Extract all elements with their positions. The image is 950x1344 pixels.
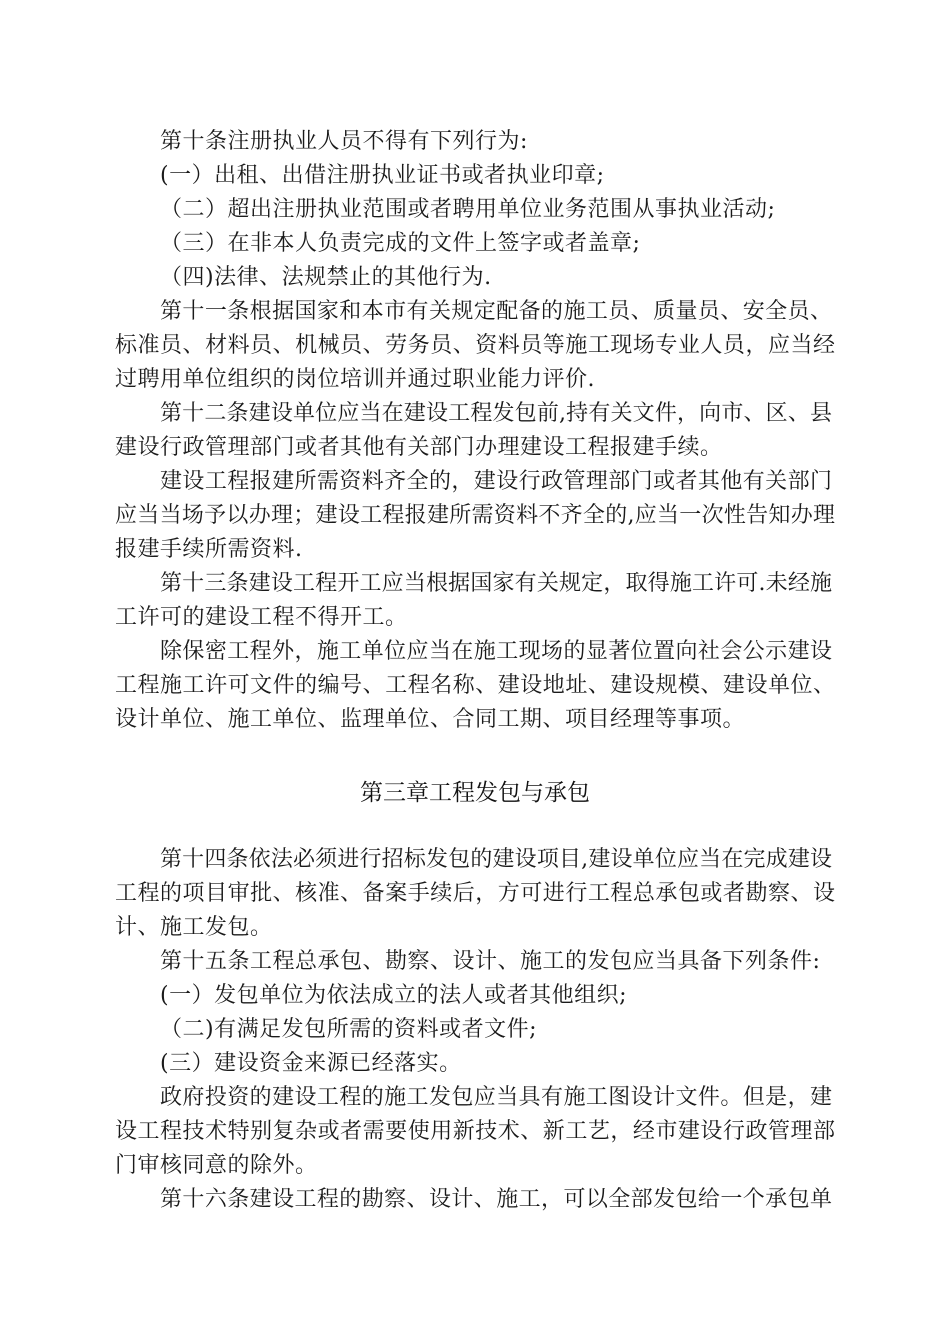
- para-line: 设计单位、施工单位、监理单位、合同工期、项目经理等事项。: [115, 707, 746, 732]
- para-line: 建设行政管理部门或者其他有关部门办理建设工程报建手续。: [115, 435, 723, 460]
- chapter-heading: 第三章工程发包与承包: [360, 780, 590, 806]
- para-line: 工许可的建设工程不得开工。: [115, 605, 408, 630]
- para-line: （三）在非本人负责完成的文件上签字或者盖章;: [160, 231, 641, 256]
- para-line: 第十四条依法必须进行招标发包的建设项目,建设单位应当在完成建设: [160, 847, 832, 872]
- para-line: (一）发包单位为依法成立的法人或者其他组织;: [160, 983, 627, 1008]
- para-line: 第十条注册执业人员不得有下列行为:: [160, 129, 528, 154]
- para-line: 过聘用单位组织的岗位培训并通过职业能力评价.: [115, 367, 595, 392]
- para-line: 第十一条根据国家和本市有关规定配备的施工员、质量员、安全员、: [160, 299, 832, 324]
- para-line: 设工程技术特别复杂或者需要使用新技术、新工艺，经市建设行政管理部: [115, 1119, 835, 1144]
- para-line: 门审核同意的除外。: [115, 1153, 318, 1178]
- para-line: 第十二条建设单位应当在建设工程发包前,持有关文件，向市、区、县: [160, 401, 832, 426]
- para-line: 政府投资的建设工程的施工发包应当具有施工图设计文件。但是，建: [160, 1085, 832, 1110]
- para-line: 第十三条建设工程开工应当根据国家有关规定，取得施工许可.未经施: [160, 571, 832, 596]
- para-line: 标准员、材料员、机械员、劳务员、资料员等施工现场专业人员，应当经: [115, 333, 835, 358]
- para-line: 建设工程报建所需资料齐全的，建设行政管理部门或者其他有关部门: [160, 469, 832, 494]
- para-line: 应当当场予以办理；建设工程报建所需资料不齐全的,应当一次性告知办理: [115, 503, 835, 528]
- para-line: (三）建设资金来源已经落实。: [160, 1051, 462, 1076]
- para-line: 报建手续所需资料.: [115, 537, 303, 562]
- para-line: 计、施工发包。: [115, 915, 273, 940]
- para-line: 第十六条建设工程的勘察、设计、施工，可以全部发包给一个承包单: [160, 1187, 832, 1212]
- para-line: （二)有满足发包所需的资料或者文件;: [160, 1017, 537, 1042]
- para-line: 第十五条工程总承包、勘察、设计、施工的发包应当具备下列条件:: [160, 949, 821, 974]
- para-line: 工程施工许可文件的编号、工程名称、建设地址、建设规模、建设单位、: [115, 673, 835, 698]
- para-line: 工程的项目审批、核准、备案手续后，方可进行工程总承包或者勘察、设: [115, 881, 835, 906]
- para-line: （四)法律、法规禁止的其他行为.: [160, 265, 492, 290]
- para-line: （二）超出注册执业范围或者聘用单位业务范围从事执业活动;: [160, 197, 776, 222]
- para-line: 除保密工程外，施工单位应当在施工现场的显著位置向社会公示建设: [160, 639, 832, 664]
- para-line: (一）出租、出借注册执业证书或者执业印章;: [160, 163, 605, 188]
